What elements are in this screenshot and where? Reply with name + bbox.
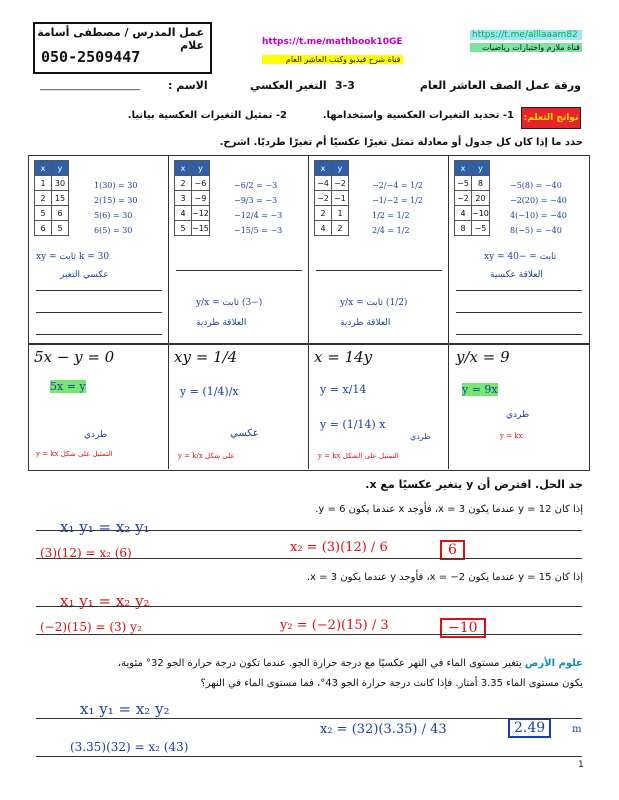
equation-4-work — [462, 383, 498, 396]
problem-2-work: x₁ y₁ = x₂ y₂ — [60, 592, 150, 610]
cell: −2 — [315, 191, 332, 206]
table-4-answer: ثابت = −40 = xy — [484, 252, 557, 262]
answer-line — [36, 606, 582, 607]
table-4 — [454, 160, 490, 236]
highlight: 5x = y — [50, 380, 86, 393]
teacher-label: عمل المدرس / مصطفى أسامة علام — [37, 26, 204, 52]
cell: 6 — [52, 206, 69, 221]
cell: 3 — [175, 191, 192, 206]
col-x: x — [315, 161, 332, 176]
cell: 8 — [455, 221, 472, 236]
answer-line — [36, 756, 582, 757]
problem-2-work: (−2)(15) = (3) y₂ — [40, 620, 142, 634]
cell: −2 — [332, 176, 349, 191]
col-x: x — [35, 161, 52, 176]
table-1 — [34, 160, 69, 236]
lesson-name: التغير العكسي — [250, 79, 327, 92]
answer-line — [456, 290, 582, 291]
name-label: الاسم : — [168, 79, 208, 92]
cell: 15 — [52, 191, 69, 206]
equation-1-note: التمثيل على شكل y = kx — [36, 450, 113, 458]
cell: 2 — [315, 206, 332, 221]
answer-line — [316, 270, 442, 271]
center-link[interactable]: https://t.me/mathbook10GE — [262, 37, 403, 47]
answer-line — [36, 530, 582, 531]
earth-problem — [33, 658, 583, 669]
cell: 5 — [175, 221, 192, 236]
col-x: x — [175, 161, 192, 176]
problem-2-answer: −10 — [440, 618, 486, 638]
problem-1-work: x₂ = (3)(12) / 6 — [290, 540, 388, 555]
grid-divider — [168, 343, 169, 469]
name-line: ____________________ — [40, 80, 140, 91]
center-link-block — [262, 37, 403, 64]
solve-heading: جد الحل. افترض أن y يتغير عكسيًا مع x. — [365, 478, 583, 491]
cell: −5 — [472, 221, 490, 236]
work-line: −15/5 = −3 — [234, 226, 283, 235]
highlight: y = 9x — [462, 383, 498, 396]
equation-3: x = 14y — [314, 348, 373, 366]
problem-1: إذا كان y = 12 عندما يكون x = 3، فأوجد x عندما يكون y = 6. — [315, 504, 583, 515]
answer-line — [456, 334, 582, 335]
grid-divider — [308, 343, 309, 469]
table-3-work — [372, 178, 423, 238]
instruction-text: حدد ما إذا كان كل جدول أو معادلة تمثل تغيرًا عكسيًا أم تغيرًا طرديًا. اشرح. — [219, 137, 583, 148]
cell: −1 — [332, 191, 349, 206]
table-3-answer: (1/2) ثابت = y/x — [340, 298, 408, 308]
col-y: y — [472, 161, 490, 176]
cell: −12 — [192, 206, 210, 221]
table-1-answer: عكسي التغير — [60, 270, 109, 280]
table-2-work — [234, 178, 282, 238]
work-line: −5(8) = −40 — [510, 181, 562, 190]
objective-2: 2- تمثيل التغيرات العكسية بيانيا. — [127, 110, 287, 121]
earth-text-2: يكون مستوى الماء 3.35 أمتار. فإذا كانت درجة حرارة الجو 43°، فما مستوى الماء في النهر؟ — [200, 678, 583, 689]
page-number: 1 — [578, 760, 584, 770]
equation-1: 5x − y = 0 — [34, 348, 115, 366]
objective-1: 1- تحديد التغيرات العكسية واستخدامها. — [322, 110, 514, 121]
earth-work: x₁ y₁ = x₂ y₂ — [80, 700, 170, 718]
work-line: −9/3 = −3 — [234, 196, 278, 205]
right-link-caption: قناة ملازم واختبارات رياضيات — [470, 43, 582, 52]
grid-divider — [448, 155, 449, 343]
work-line: 4(−10) = −40 — [510, 211, 567, 220]
table-2-answer: العلاقة طردية — [196, 318, 247, 328]
work-line: −12/4 = −3 — [234, 211, 283, 220]
equation-3-work: y = x/14 — [320, 383, 367, 396]
cell: 5 — [35, 206, 52, 221]
problem-2-work: y₂ = (−2)(15) / 3 — [280, 618, 389, 633]
answer-line — [36, 334, 162, 335]
phone-number: 050-2509447 — [41, 48, 141, 66]
lesson-number: 3-3 — [335, 79, 355, 92]
cell: 20 — [472, 191, 490, 206]
work-line: 8(−5) = −40 — [510, 226, 562, 235]
cell: 4 — [315, 221, 332, 236]
table-2 — [174, 160, 210, 236]
col-y: y — [332, 161, 349, 176]
answer-line — [36, 312, 162, 313]
table-1-answer: 30 = k ثابت = xy — [36, 252, 110, 262]
cell: 2 — [332, 221, 349, 236]
answer-line — [36, 718, 582, 719]
cell: −9 — [192, 191, 210, 206]
problem-2: إذا كان y = 15 عندما يكون x = −2، فأوجد y عندما يكون x = 3. — [306, 572, 583, 583]
equation-2: xy = 1/4 — [174, 348, 238, 366]
right-link[interactable]: https://t.me/alllaaam82 — [470, 30, 582, 40]
answer-line — [176, 270, 302, 271]
table-1-work — [94, 178, 137, 238]
table-3-answer: العلاقة طردية — [340, 318, 391, 328]
work-line: 1(30) = 30 — [94, 181, 138, 190]
problem-1-work: x₁ y₁ = x₂ y₁ — [60, 518, 150, 536]
equation-2-answer: عكسي — [230, 428, 259, 439]
problem-1-work: (3)(12) = x₂ (6) — [40, 546, 132, 560]
equation-3-work: y = (1/14) x — [320, 418, 386, 431]
col-y: y — [52, 161, 69, 176]
cell: 6 — [35, 221, 52, 236]
col-y: y — [192, 161, 210, 176]
work-line: −1/−2 = 1/2 — [372, 196, 423, 205]
center-link-caption: قناة شرح فيديو وكتب العاشر العام — [262, 55, 403, 64]
cell: 4 — [455, 206, 472, 221]
answer-line — [36, 634, 582, 635]
cell: 8 — [472, 176, 490, 191]
work-line: 5(6) = 30 — [94, 211, 133, 220]
cell: 2 — [35, 191, 52, 206]
cell: 1 — [332, 206, 349, 221]
grid-divider — [308, 155, 309, 343]
table-4-work — [510, 178, 567, 238]
equation-3-answer: طردي — [410, 432, 431, 441]
worksheet-title: ورقة عمل الصف العاشر العام — [419, 79, 581, 92]
col-x: x — [455, 161, 472, 176]
equation-3-note: التمثيل على الشكل y = kx — [318, 452, 399, 460]
cell: 1 — [35, 176, 52, 191]
cell: 4 — [175, 206, 192, 221]
grid-divider — [448, 343, 449, 469]
equation-4: y/x = 9 — [456, 348, 510, 366]
grid-divider — [168, 155, 169, 343]
work-line: −2(20) = −40 — [510, 196, 567, 205]
earth-work: x₂ = (32)(3.35) / 43 — [320, 722, 447, 737]
cell: −2 — [455, 191, 472, 206]
earth-work: (3.35)(32) = x₂ (43) — [70, 740, 189, 754]
objectives-label-box — [521, 107, 581, 129]
equation-2-note: على شكل y = k/x — [178, 452, 235, 460]
equation-4-note: y = kx — [500, 432, 523, 440]
earth-label: علوم الأرض — [524, 658, 583, 669]
table-3 — [314, 160, 349, 236]
answer-line — [456, 312, 582, 313]
right-link-block — [470, 30, 582, 52]
cell: 5 — [52, 221, 69, 236]
answer-line — [36, 558, 582, 559]
cell: −10 — [472, 206, 490, 221]
problem-1-answer: 6 — [440, 540, 465, 560]
answer-line — [36, 290, 162, 291]
cell: −15 — [192, 221, 210, 236]
equation-1-answer: طردي — [84, 430, 108, 440]
work-line: −2/−4 = 1/2 — [372, 181, 423, 190]
work-line: 6(5) = 30 — [94, 226, 133, 235]
equation-1-work — [50, 380, 86, 393]
work-line: 2(15) = 30 — [94, 196, 138, 205]
equation-4-answer: طردي — [506, 410, 530, 420]
objectives-label: نواتج التعلم: — [523, 113, 579, 123]
cell: 30 — [52, 176, 69, 191]
cell: −5 — [455, 176, 472, 191]
table-2-answer: (−3) ثابت = y/x — [196, 298, 263, 308]
earth-text: يتغير مستوى الماء في النهر عكسيًا مع درجة حرارة الجو. عندما تكون درجة حرارة الجو 32° مئوية، — [117, 658, 522, 669]
earth-unit: m — [572, 724, 582, 735]
cell: 2 — [175, 176, 192, 191]
teacher-box — [33, 22, 212, 74]
earth-answer: 2.49 — [508, 718, 551, 738]
equation-2-work: y = (1/4)/x — [180, 385, 239, 398]
work-line: 1/2 = 1/2 — [372, 211, 410, 220]
cell: −4 — [315, 176, 332, 191]
work-line: 2/4 = 1/2 — [372, 226, 410, 235]
table-4-answer: العلاقة عكسية — [490, 270, 543, 280]
work-line: −6/2 = −3 — [234, 181, 278, 190]
cell: −6 — [192, 176, 210, 191]
